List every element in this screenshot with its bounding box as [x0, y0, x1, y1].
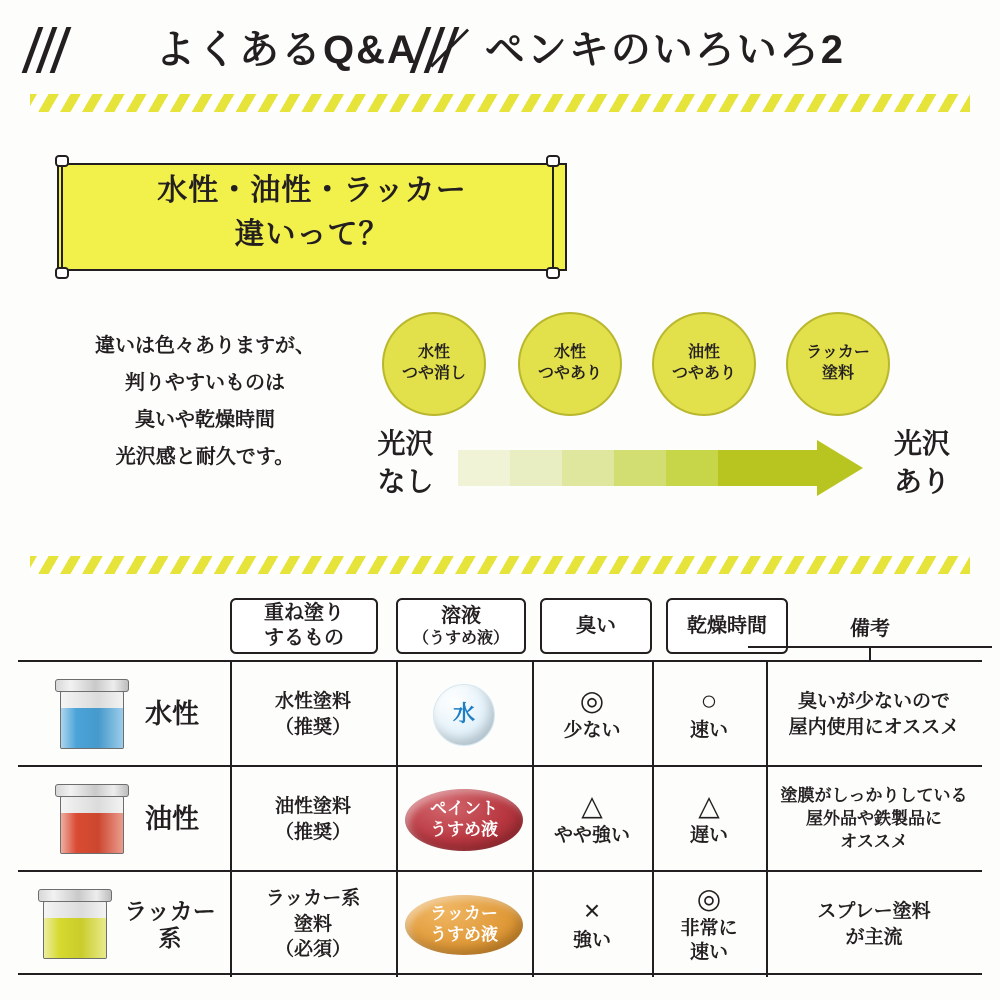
row-1-type: [24, 767, 230, 872]
gloss-circle-3-line1: ラッカー: [806, 344, 870, 362]
row-2-solvent: [396, 872, 532, 977]
row-2-remark: スプレー塗料 が主流: [817, 900, 931, 948]
table-row: [18, 870, 982, 975]
lead-line-3: 臭いや乾燥時間: [135, 409, 275, 431]
header-dry-time: 乾燥時間: [666, 598, 788, 654]
row-0-type-label: 水性: [145, 698, 199, 729]
gloss-gradient-arrow: [458, 440, 863, 496]
banner-scroll: [35, 155, 590, 280]
row-0-smell-label: 少ない: [563, 719, 621, 741]
arrow-head-icon: [817, 440, 863, 496]
gloss-circle-2-line1: 油性: [687, 344, 720, 362]
solvent-blob-water-icon: [433, 684, 495, 746]
header-recoat: 重ね塗り するもの: [230, 598, 378, 654]
page-title: よくあるQ&A ／ ペンキのいろいろ2: [155, 28, 845, 72]
lead-line-1: 違いは色々ありますが、: [95, 335, 315, 357]
row-1-remark: 塗膜がしっかりしている 屋外品や鉄製品に オススメ: [780, 786, 968, 851]
row-0-remark: 臭いが少ないので 屋内使用にオススメ: [788, 690, 960, 738]
gloss-circle-2-line2: つやあり: [671, 365, 736, 382]
striped-divider-middle: [30, 556, 970, 574]
paint-can-icon: [38, 889, 112, 961]
gloss-circle-1-line2: つやあり: [537, 365, 602, 382]
gloss-circle-0-line1: 水性: [417, 344, 450, 362]
row-2-recoat: ラッカー系 塗料 （必須）: [265, 888, 361, 961]
row-2-dry-label: 非常に 速い: [680, 917, 738, 963]
solvent-blob-lacquer-icon: ラッカー うすめ液: [405, 895, 523, 955]
row-1-smell: [532, 767, 652, 872]
row-0-dry: [652, 662, 766, 767]
gloss-circle-1: [518, 312, 622, 416]
row-1-dry-label: 遅い: [689, 824, 728, 846]
row-0-solvent: [396, 662, 532, 767]
row-0-type: [24, 662, 230, 767]
row-1-dry-mark: △: [698, 789, 720, 821]
table-header-row: [18, 598, 982, 660]
banner-line-2: 違いって？: [234, 217, 390, 251]
gloss-circle-0-line2: つや消し: [401, 365, 466, 382]
row-1-recoat: 油性塗料 （推奨）: [274, 795, 351, 843]
row-0-smell: [532, 662, 652, 767]
row-0-dry-mark: ○: [700, 684, 718, 716]
gloss-scale-left-label: 光沢 なし: [377, 428, 434, 497]
row-2-smell: [532, 872, 652, 977]
table-row: [18, 765, 982, 870]
gloss-scale-right-label: 光沢 あり: [893, 428, 950, 497]
paint-can-icon: [55, 679, 129, 751]
row-0-solvent-label: 水: [452, 701, 475, 727]
paint-can-icon: [55, 784, 129, 856]
row-2-dry: [652, 872, 766, 977]
striped-divider-top: [30, 94, 970, 112]
gloss-circle-1-line1: 水性: [553, 344, 586, 362]
row-0-smell-mark: ◎: [579, 684, 605, 716]
row-1-smell-mark: △: [581, 789, 603, 821]
comparison-table: [18, 598, 982, 975]
lead-line-4: 光沢感と耐久です。: [115, 446, 295, 468]
row-2-smell-mark: ×: [583, 894, 601, 926]
row-1-type-label: 油性: [145, 803, 199, 834]
row-1-solvent: [396, 767, 532, 872]
row-2-type-label: ラッカー 系: [124, 898, 216, 951]
page-header: [0, 0, 1000, 105]
header-remark-bracket: [748, 646, 992, 660]
lead-line-2: 判りやすいものは: [125, 372, 285, 394]
row-1-smell-label: やや強い: [553, 824, 630, 846]
row-0-dry-label: 速い: [689, 719, 728, 741]
gloss-circle-0: [382, 312, 486, 416]
lead-paragraph: [60, 328, 350, 476]
row-2-smell-label: 強い: [572, 929, 611, 951]
row-2-type: [24, 872, 230, 977]
row-2-dry-mark: ◎: [696, 882, 722, 914]
row-1-dry: [652, 767, 766, 872]
header-solvent: 溶液 （うすめ液）: [396, 598, 526, 654]
row-0-recoat: 水性塗料 （推奨）: [274, 690, 351, 738]
banner-line-1: 水性・油性・ラッカー: [157, 174, 467, 207]
solvent-blob-oil-icon: ペイント うすめ液: [405, 789, 523, 851]
gloss-circle-3: [786, 312, 890, 416]
banner-text: [57, 169, 567, 256]
table-row: [18, 660, 982, 765]
gloss-circle-3-line2: 塗料: [821, 365, 854, 382]
gloss-circle-2: [652, 312, 756, 416]
header-remark: 備考: [850, 618, 890, 640]
header-smell: 臭い: [540, 598, 652, 654]
